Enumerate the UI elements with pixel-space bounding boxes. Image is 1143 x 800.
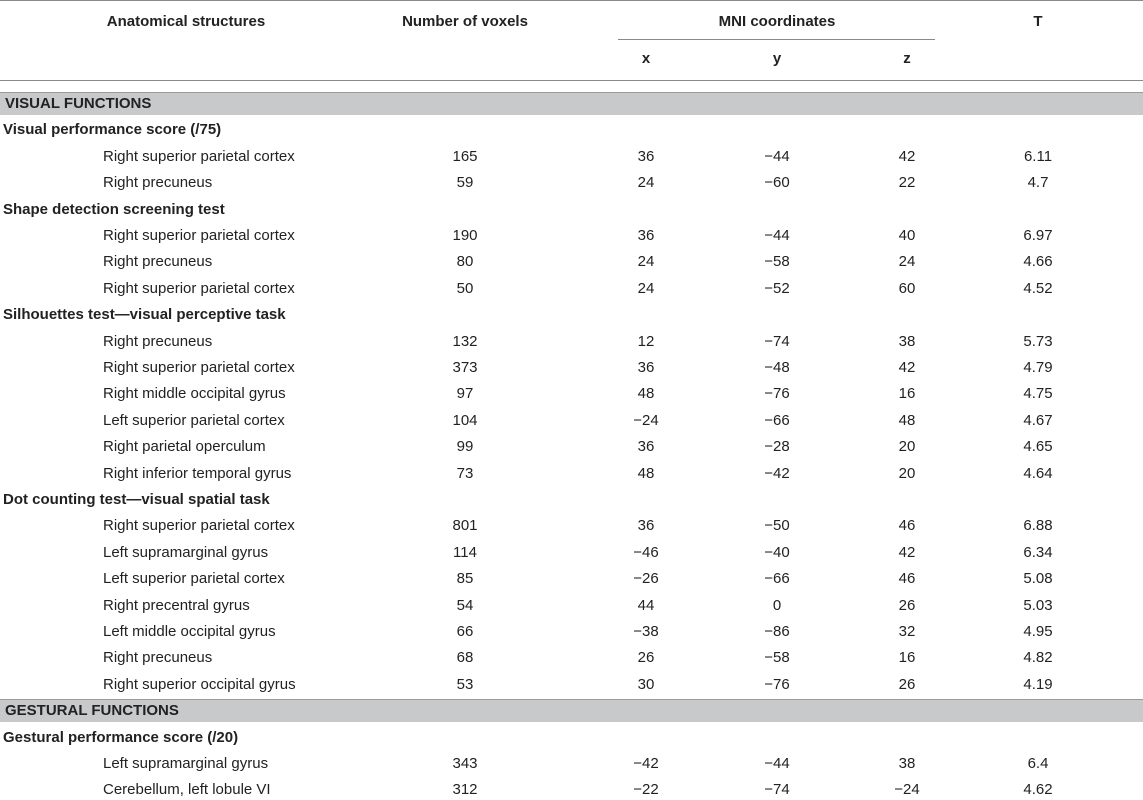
z-cell: 24 bbox=[898, 253, 916, 270]
y-cell: −44 bbox=[764, 755, 790, 772]
y-cell: −60 bbox=[764, 174, 790, 191]
t-cell: 4.95 bbox=[1023, 623, 1053, 640]
x-cell: 36 bbox=[637, 359, 655, 376]
z-cell: 32 bbox=[898, 623, 916, 640]
x-cell: 30 bbox=[637, 676, 655, 693]
section-label: VISUAL FUNCTIONS bbox=[5, 95, 152, 112]
x-cell: 48 bbox=[637, 385, 655, 402]
y-cell: −74 bbox=[764, 781, 790, 798]
structure-cell: Right superior parietal cortex bbox=[103, 359, 295, 376]
x-cell: 36 bbox=[637, 227, 655, 244]
t-cell: 4.7 bbox=[1027, 174, 1049, 191]
x-cell: 26 bbox=[637, 649, 655, 666]
z-cell: 20 bbox=[898, 465, 916, 482]
y-cell: −66 bbox=[764, 570, 790, 587]
x-cell: −38 bbox=[633, 623, 659, 640]
voxels-cell: 68 bbox=[456, 649, 474, 666]
structure-cell: Left superior parietal cortex bbox=[103, 412, 285, 429]
t-cell: 5.03 bbox=[1023, 597, 1053, 614]
header-t: T bbox=[1033, 13, 1043, 30]
t-cell: 5.73 bbox=[1023, 333, 1053, 350]
z-cell: 20 bbox=[898, 438, 916, 455]
z-cell: 16 bbox=[898, 649, 916, 666]
x-cell: 44 bbox=[637, 597, 655, 614]
group-label: Gestural performance score (/20) bbox=[3, 729, 239, 746]
voxels-cell: 53 bbox=[456, 676, 474, 693]
z-cell: 16 bbox=[898, 385, 916, 402]
voxels-cell: 85 bbox=[456, 570, 474, 587]
y-cell: −28 bbox=[764, 438, 790, 455]
voxels-cell: 104 bbox=[452, 412, 478, 429]
z-cell: 26 bbox=[898, 676, 916, 693]
x-cell: −46 bbox=[633, 544, 659, 561]
header-z: z bbox=[903, 50, 911, 67]
structure-cell: Right precuneus bbox=[103, 649, 213, 666]
structure-cell: Right parietal operculum bbox=[103, 438, 266, 455]
x-cell: −22 bbox=[633, 781, 659, 798]
group-label: Visual performance score (/75) bbox=[3, 121, 222, 138]
x-cell: 24 bbox=[637, 280, 655, 297]
header-mni-coordinates: MNI coordinates bbox=[718, 13, 836, 30]
voxels-cell: 373 bbox=[452, 359, 478, 376]
structure-cell: Left superior parietal cortex bbox=[103, 570, 285, 587]
header-x: x bbox=[641, 50, 651, 67]
z-cell: 38 bbox=[898, 333, 916, 350]
t-cell: 6.88 bbox=[1023, 517, 1053, 534]
group-label: Silhouettes test—visual perceptive task bbox=[3, 306, 286, 323]
x-cell: 24 bbox=[637, 174, 655, 191]
voxels-cell: 801 bbox=[452, 517, 478, 534]
voxels-cell: 50 bbox=[456, 280, 474, 297]
voxels-cell: 66 bbox=[456, 623, 474, 640]
y-cell: −74 bbox=[764, 333, 790, 350]
x-cell: −42 bbox=[633, 755, 659, 772]
structure-cell: Right superior occipital gyrus bbox=[103, 676, 296, 693]
z-cell: 40 bbox=[898, 227, 916, 244]
header-bottom-rule bbox=[0, 80, 1143, 81]
structure-cell: Right inferior temporal gyrus bbox=[103, 465, 292, 482]
t-cell: 4.75 bbox=[1023, 385, 1053, 402]
z-cell: 60 bbox=[898, 280, 916, 297]
z-cell: 38 bbox=[898, 755, 916, 772]
x-cell: −24 bbox=[633, 412, 659, 429]
structure-cell: Left supramarginal gyrus bbox=[103, 544, 269, 561]
voxels-cell: 114 bbox=[453, 544, 477, 561]
voxels-cell: 54 bbox=[456, 597, 474, 614]
structure-cell: Left middle occipital gyrus bbox=[103, 623, 276, 640]
voxels-cell: 312 bbox=[452, 781, 478, 798]
t-cell: 4.79 bbox=[1023, 359, 1053, 376]
voxels-cell: 80 bbox=[456, 253, 474, 270]
z-cell: 46 bbox=[898, 517, 916, 534]
t-cell: 6.34 bbox=[1023, 544, 1053, 561]
mni-underline bbox=[618, 39, 935, 40]
z-cell: 42 bbox=[898, 148, 916, 165]
x-cell: 24 bbox=[637, 253, 655, 270]
y-cell: −50 bbox=[764, 517, 790, 534]
t-cell: 4.19 bbox=[1023, 676, 1053, 693]
x-cell: 36 bbox=[637, 438, 655, 455]
structure-cell: Left supramarginal gyrus bbox=[103, 755, 269, 772]
z-cell: 26 bbox=[898, 597, 916, 614]
voxels-cell: 132 bbox=[452, 333, 478, 350]
t-cell: 4.66 bbox=[1023, 253, 1053, 270]
t-cell: 6.4 bbox=[1027, 755, 1049, 772]
voxels-cell: 343 bbox=[452, 755, 478, 772]
t-cell: 4.52 bbox=[1023, 280, 1053, 297]
x-cell: −26 bbox=[633, 570, 659, 587]
structure-cell: Right precuneus bbox=[103, 174, 213, 191]
group-label: Shape detection screening test bbox=[3, 201, 225, 218]
structure-cell: Right precentral gyrus bbox=[103, 597, 250, 614]
y-cell: −48 bbox=[764, 359, 790, 376]
voxels-cell: 190 bbox=[452, 227, 478, 244]
y-cell: −44 bbox=[764, 227, 790, 244]
structure-cell: Right superior parietal cortex bbox=[103, 227, 295, 244]
group-label: Dot counting test—visual spatial task bbox=[3, 491, 270, 508]
z-cell: 48 bbox=[898, 412, 916, 429]
y-cell: −52 bbox=[764, 280, 790, 297]
y-cell: 0 bbox=[772, 597, 782, 614]
y-cell: −44 bbox=[764, 148, 790, 165]
t-cell: 4.65 bbox=[1023, 438, 1053, 455]
structure-cell: Right middle occipital gyrus bbox=[103, 385, 286, 402]
y-cell: −86 bbox=[764, 623, 790, 640]
voxels-cell: 99 bbox=[456, 438, 474, 455]
voxels-cell: 59 bbox=[456, 174, 474, 191]
t-cell: 6.97 bbox=[1023, 227, 1053, 244]
t-cell: 4.67 bbox=[1023, 412, 1053, 429]
section-label: GESTURAL FUNCTIONS bbox=[5, 702, 179, 719]
y-cell: −58 bbox=[764, 649, 790, 666]
y-cell: −76 bbox=[764, 385, 790, 402]
voxels-cell: 165 bbox=[452, 148, 478, 165]
header-y: y bbox=[772, 50, 782, 67]
structure-cell: Cerebellum, left lobule VI bbox=[103, 781, 271, 798]
y-cell: −66 bbox=[764, 412, 790, 429]
table-top-rule bbox=[0, 0, 1143, 1]
voxels-cell: 97 bbox=[456, 385, 474, 402]
y-cell: −42 bbox=[764, 465, 790, 482]
header-anatomical-structures: Anatomical structures bbox=[106, 13, 266, 30]
structure-cell: Right precuneus bbox=[103, 333, 213, 350]
z-cell: 22 bbox=[898, 174, 916, 191]
voxels-cell: 73 bbox=[456, 465, 474, 482]
z-cell: 46 bbox=[898, 570, 916, 587]
y-cell: −40 bbox=[764, 544, 790, 561]
structure-cell: Right superior parietal cortex bbox=[103, 148, 295, 165]
structure-cell: Right precuneus bbox=[103, 253, 213, 270]
x-cell: 48 bbox=[637, 465, 655, 482]
z-cell: −24 bbox=[894, 781, 920, 798]
x-cell: 36 bbox=[637, 148, 655, 165]
x-cell: 36 bbox=[637, 517, 655, 534]
y-cell: −58 bbox=[764, 253, 790, 270]
z-cell: 42 bbox=[898, 544, 916, 561]
t-cell: 5.08 bbox=[1023, 570, 1053, 587]
header-number-of-voxels: Number of voxels bbox=[402, 13, 528, 30]
y-cell: −76 bbox=[764, 676, 790, 693]
t-cell: 4.62 bbox=[1023, 781, 1053, 798]
z-cell: 42 bbox=[898, 359, 916, 376]
structure-cell: Right superior parietal cortex bbox=[103, 517, 295, 534]
t-cell: 4.64 bbox=[1023, 465, 1053, 482]
structure-cell: Right superior parietal cortex bbox=[103, 280, 295, 297]
section-header bbox=[0, 92, 1143, 115]
section-header bbox=[0, 699, 1143, 722]
x-cell: 12 bbox=[637, 333, 655, 350]
t-cell: 4.82 bbox=[1023, 649, 1053, 666]
t-cell: 6.11 bbox=[1023, 148, 1053, 165]
